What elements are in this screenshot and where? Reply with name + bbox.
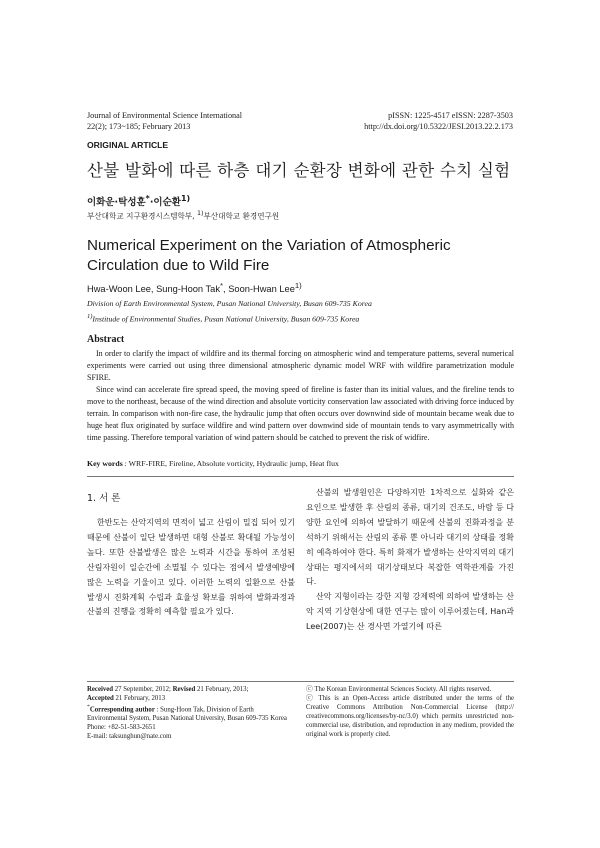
corresponding-mark: * [87,704,90,710]
article-type: ORIGINAL ARTICLE [87,140,169,150]
body-paragraph: 산불의 발생원인은 다양하지만 1차적으로 실화와 같은 요인으로 발생한 후 산림의 종류, 대기의 건조도, 바람 등 다양한 요인에 의하여 발달하기 때문에 산불의 진화과정을 분석하기 위해서는 산림의 종류 뿐 아니라 대기의 상태를 정확히 예측하여야 한다. 특히 화재가 발생하는 산악지역의 대기 상태는 평지에서의 대기상태보다 복잡한 역학관계를 가진다. [306,488,514,587]
abstract-paragraph: Since wind can accelerate fire spread speed, the moving speed of fireline is faster than its initial values, and the fireline tends to move to the northeast, because of the wind direction and absolute vorticity conservation law associated with driving force induced by terrain. In comparison with non-fire case, the hydraulic jump that often occurs over downwind side of mountain became weak due to huge heat flux originated by surface wildfire and wind pattern over downwind side of mountain tends to vary asymmetrically with time passing. Therefore temporal variation of wind pattern should be catched to prevent the risk of widfire. [87,385,514,442]
author-separator: · [149,197,154,209]
keywords [87,459,514,468]
journal-name: Journal of Environmental Science International [87,111,243,120]
abstract-paragraph: In order to clarify the impact of wildfire and its thermal forcing on atmospheric wind and temperature patterns, several numerical experiments were carried out using three dimensional atmospheric dynamic model WRF with wildfire parametrization module SFIRE. [87,349,514,382]
revised-label: Revised [172,686,196,693]
title-english: Numerical Experiment on the Variation of Atmospheric Circulation due to Wild Fire [87,237,451,274]
affil-en-line1: Division of Earth Environmental System, Pusan National University, Busan 609-735 Korea [87,299,372,308]
received-label: Received [87,686,114,693]
corresponding-author [87,703,295,723]
author-ko-1: 이화운 [87,197,115,209]
affil-en-inst: Institude of Environmental Studies, Pusan National University, Busan 609-735 Korea [92,314,360,324]
affil-ko-inst: 부산대학교 환경연구원 [203,211,280,221]
body-paragraph: 한반도는 산악지역의 면적이 넓고 산림이 밀집 되어 있기 때문에 산불이 일단 발생하면 대형 산불로 확대될 가능성이 높다. 또한 산불발생은 많은 노력과 시간을 통하여 조성된 산림자원이 일순간에 소멸될 수 있다는 점에서 발생예방에 많은 노력을 기울이고 있다. 이러한 노력의 일환으로 산불 발생시 진화계획 수립과 효율성 확보를 위하여 발화과정과 산불의 진행을 정확히 예측할 필요가 있다. [87,518,295,617]
corresponding-label: Corresponding author [89,706,155,714]
doi-link[interactable]: http://dx.doi.org/10.5322/JESI.2013.22.2.173 [364,122,513,131]
title-korean: 산불 발화에 따른 하층 대기 순환장 변화에 관한 수치 실험 [87,161,511,180]
affil-ko-dept: 부산대학교 지구환경시스템학부, [87,211,197,221]
keywords-text: WRF-FIRE, Fireline, Absolute vorticity, Hydraulic jump, Heat flux [128,459,339,468]
author-ko-2: 탁성훈 [118,197,146,209]
journal-identifiers [364,110,513,132]
phone: Phone: +82-51-583-2651 [87,724,156,732]
accepted-label: Accepted [87,695,114,702]
authors-korean [87,194,190,208]
affiliation-korean [87,210,279,222]
author-ko-3: 이순환 [153,197,181,209]
issn: pISSN: 1225-4517 eISSN: 2287-3503 [388,111,513,120]
authors-en-third: , Soon-Hwan Lee [223,284,295,295]
affiliation-mark: 1) [87,313,93,320]
corresponding-text: : Sung-Hoon Tak, Division of Earth Environmental System, Pusan National University, Busan 609-735 Korea [87,706,287,723]
abstract-body [87,348,514,444]
license-notice [306,685,514,739]
body-column-left [87,516,295,620]
accepted-date: 21 February, 2013 [113,695,166,702]
author-separator: · [114,197,119,209]
email: E-mail: taksunghun@nate.com [87,733,172,741]
abstract-heading: Abstract [87,334,125,345]
affil-en-line2 [87,310,372,326]
affiliation-mark: 1) [294,281,302,290]
footnote-correspondence [87,685,295,741]
received-date: 27 September, 2012; [113,686,173,693]
affiliation-mark: 1) [180,194,191,203]
revised-date: 21 February, 2013; [195,686,249,693]
copyright-notice: ⓒ The Korean Environmental Sciences Society. All rights reserved. [306,686,492,693]
affiliation-mark: 1) [196,210,204,217]
section-heading: 1. 서 론 [87,493,121,504]
journal-issue: 22(2); 173~185; February 2013 [87,122,191,131]
authors-en-first: Hwa-Woon Lee, Sung-Hoon Tak [87,284,220,295]
keywords-label: Key words [87,459,123,468]
keywords-separator: : [122,459,129,468]
divider [87,476,514,477]
footnote-divider [87,681,514,682]
affiliation-english [87,297,372,326]
body-column-right [306,486,514,635]
accepted-line [87,694,295,703]
authors-english [87,281,302,294]
body-paragraph: 산악 지형이라는 강한 지형 강제력에 의하여 발생하는 산악 지역 기상현상에 대한 연구는 많이 이루어졌는데, Han과 Lee(2007)는 산 경사면 가열기에 따른 [306,592,514,632]
cc-license-notice: ⓒ This is an Open-Access article distributed under the terms of the Creative Commons Attribution Non-Commercial License (http:// creativecommons.org/licenses/by-nc/3.0) which permits unrestricted non-commercial use, distribution, and reproduction in any medium, provided the original work is properly cited. [306,695,514,738]
corresponding-mark: * [220,281,224,290]
dates-line [87,685,295,694]
corresponding-mark: * [145,194,150,203]
journal-citation [87,110,242,132]
